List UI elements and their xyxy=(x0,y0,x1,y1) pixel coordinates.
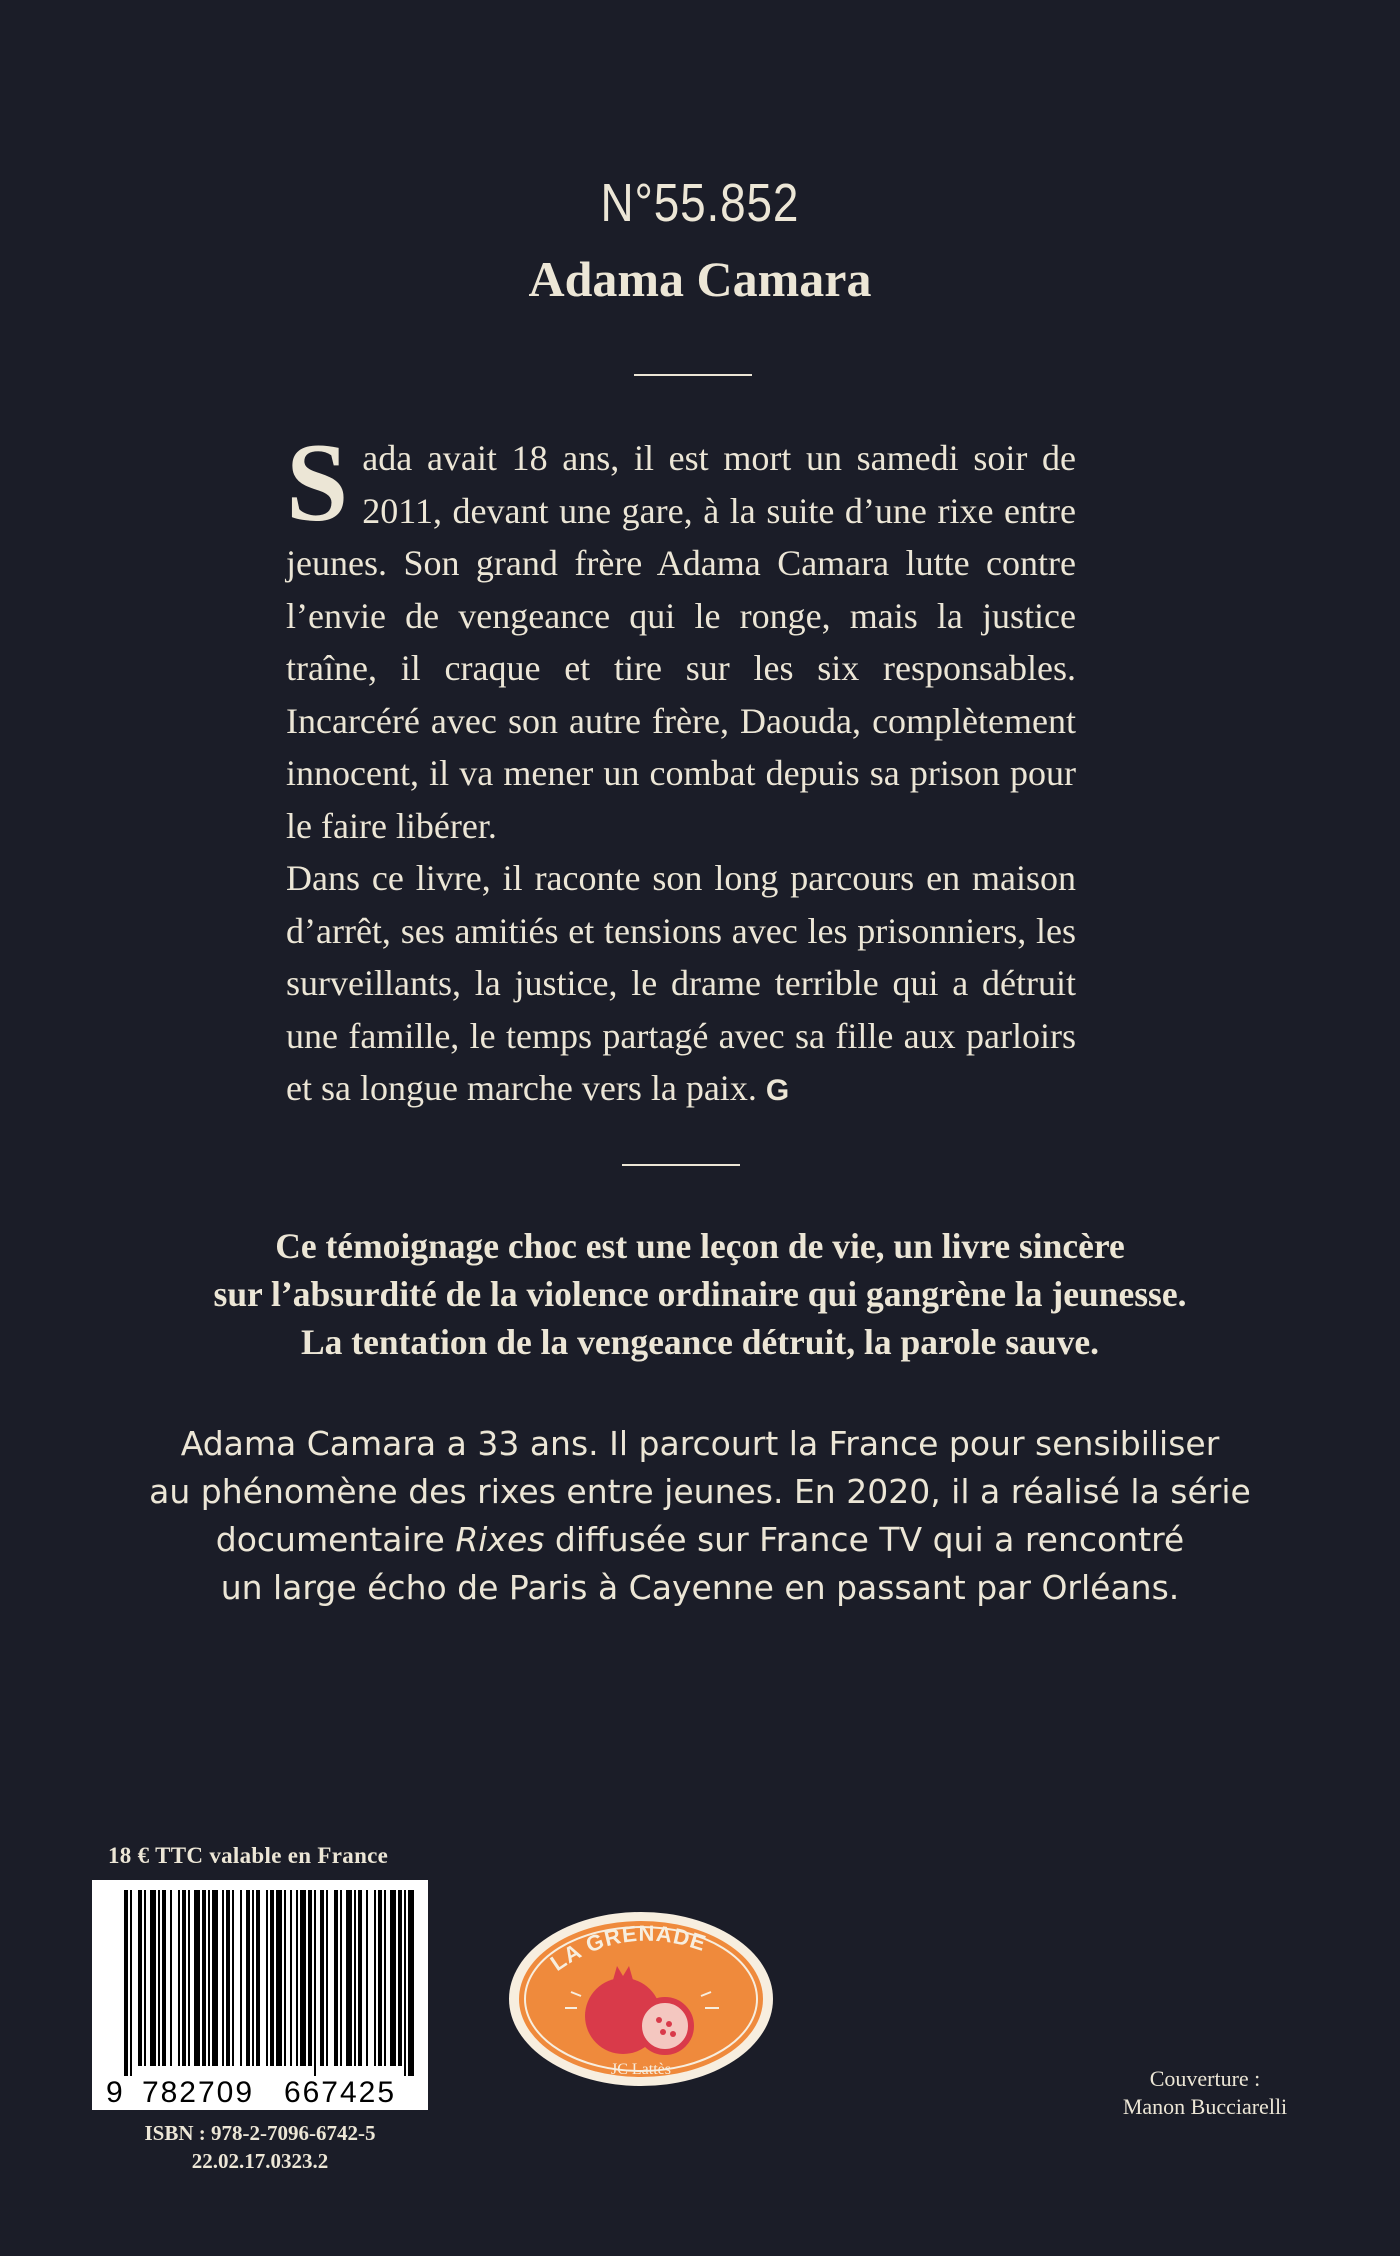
pomegranate-logo-icon xyxy=(505,1908,777,2090)
barcode-bar xyxy=(226,1890,230,2066)
barcode-bar xyxy=(240,1890,242,2066)
end-mark-icon: G xyxy=(765,1074,790,1107)
author-name: Adama Camara xyxy=(528,251,872,307)
drop-cap: S xyxy=(286,421,349,545)
synopsis-paragraph-1 xyxy=(286,421,1076,852)
pitch-line: sur l’absurdité de la violence ordinaire qui gangrène la jeunesse. xyxy=(213,1274,1187,1314)
barcode-bar xyxy=(296,1890,298,2066)
barcode-bar xyxy=(252,1890,254,2066)
barcode-bar xyxy=(358,1890,362,2066)
divider-bottom xyxy=(622,1164,740,1166)
barcode-bar xyxy=(246,1890,250,2066)
pitch-line: Ce témoignage choc est une leçon de vie, un livre sincère xyxy=(275,1226,1125,1266)
pitch-line: La tentation de la vengeance détruit, la parole sauve. xyxy=(300,1322,1100,1362)
barcode-bar xyxy=(256,1890,260,2066)
barcode-bar xyxy=(390,1890,396,2066)
barcode-bar xyxy=(266,1890,268,2066)
barcode-bar xyxy=(398,1890,402,2066)
barcode-bar xyxy=(222,1890,224,2066)
logo-series-name: LA GRENADE xyxy=(545,1920,710,1976)
barcode-bar xyxy=(212,1890,218,2066)
barcode-digit-first: 9 xyxy=(106,2076,123,2109)
synopsis-text-2: Dans ce livre, il raconte son long parcours en maison d’arrêt, ses amitiés et tensions avec les prisonniers, les surveillants, la justice, le drame terrible qui a détruit une famille, le temps partagé avec sa fille aux parloirs et sa longue marche vers la paix. xyxy=(286,858,1076,1108)
barcode-bar xyxy=(326,1890,328,2066)
synopsis-paragraph-2 xyxy=(286,852,1076,1118)
barcode-bar xyxy=(138,1890,142,2066)
synopsis-text-1: ada avait 18 ans, il est mort un samedi soir de 2011, devant une gare, à la suite d’une rixe entre jeunes. Son grand frère Adama Camara lutte contre l’envie de vengeance qui le ronge, mais la justice traîne, il craque et tire sur les six responsables. Incarcéré avec son autre frère, Daouda, complètement innocent, il va mener un combat depuis sa prison pour le faire libérer. xyxy=(286,438,1076,846)
barcode-bar xyxy=(300,1890,306,2066)
divider-top xyxy=(634,374,752,376)
barcode-bar xyxy=(314,1890,316,2076)
barcode-bar xyxy=(408,1890,414,2076)
barcode-bar xyxy=(182,1890,186,2066)
cover-credit xyxy=(1100,2065,1310,2121)
barcode-bar xyxy=(144,1890,146,2066)
bio-line: un large écho de Paris à Cayenne en passant par Orléans. xyxy=(220,1568,1180,1607)
series-title: Rixes xyxy=(455,1520,545,1559)
isbn-block xyxy=(92,2119,428,2175)
barcode-bar xyxy=(150,1890,156,2066)
barcode-bar xyxy=(354,1890,356,2066)
barcode-bar xyxy=(320,1890,324,2066)
barcode-bar xyxy=(124,1890,128,2076)
barcode-bar xyxy=(188,1890,190,2066)
barcode-bar xyxy=(130,1890,132,2076)
barcode-digits-right: 667425 xyxy=(283,2076,397,2109)
bio-line xyxy=(0,1516,1400,1564)
bio-line: au phénomène des rixes entre jeunes. En 2020, il a réalisé la série xyxy=(149,1472,1251,1511)
barcode-bar xyxy=(290,1890,292,2066)
barcode-bar xyxy=(270,1890,274,2066)
bio-text: diffusée sur France TV qui a rencontré xyxy=(544,1520,1185,1559)
barcode-bar xyxy=(208,1890,210,2066)
barcode-bar xyxy=(170,1890,172,2066)
barcode-digits-left: 782709 xyxy=(141,2076,255,2109)
barcode-bar xyxy=(366,1890,368,2066)
price-label: 18 € TTC valable en France xyxy=(108,1843,389,1868)
barcode-bar xyxy=(162,1890,166,2066)
barcode-bar xyxy=(202,1890,206,2066)
bio-line: Adama Camara a 33 ans. Il parcourt la France pour sensibiliser xyxy=(180,1424,1220,1463)
bio-text: documentaire xyxy=(215,1520,456,1559)
book-number: N°55.852 xyxy=(600,173,800,233)
author-bio xyxy=(0,1420,1400,1612)
credit-name: Manon Bucciarelli xyxy=(1122,2094,1288,2119)
title-block xyxy=(0,172,1400,308)
barcode-bar xyxy=(378,1890,382,2066)
barcode-bar xyxy=(404,1890,406,2076)
barcode-bar xyxy=(374,1890,376,2066)
barcode-bar xyxy=(346,1890,352,2066)
internal-code: 22.02.17.0323.2 xyxy=(191,2149,329,2173)
barcode-bar xyxy=(178,1890,180,2066)
barcode-bar xyxy=(284,1890,286,2066)
isbn-number: ISBN : 978-2-7096-6742-5 xyxy=(144,2121,376,2145)
pitch-block xyxy=(0,1222,1400,1366)
barcode-bar xyxy=(340,1890,342,2066)
barcode-graphic xyxy=(92,1880,428,2110)
credit-label: Couverture : xyxy=(1149,2066,1261,2091)
la-grenade-logo xyxy=(505,1908,777,2090)
barcode-bar xyxy=(276,1890,282,2066)
barcode-bar xyxy=(158,1890,160,2066)
barcode-bar xyxy=(308,1890,312,2066)
barcode-bar xyxy=(194,1890,200,2066)
logo-publisher: JC Lattès xyxy=(611,2061,671,2078)
barcode-bar xyxy=(384,1890,386,2066)
barcode xyxy=(92,1880,428,2110)
barcode-bar xyxy=(232,1890,234,2066)
synopsis xyxy=(286,421,1076,1118)
barcode-bar xyxy=(334,1890,338,2066)
